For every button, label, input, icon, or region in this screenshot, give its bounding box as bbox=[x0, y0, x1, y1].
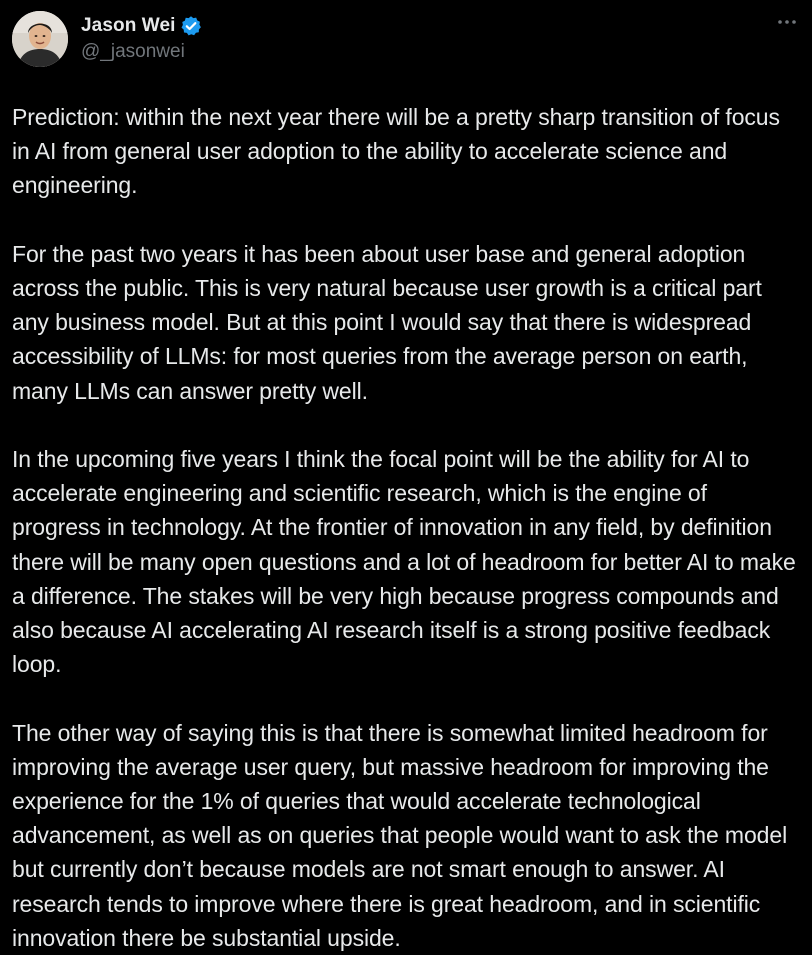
display-name[interactable]: Jason Wei bbox=[81, 15, 176, 36]
tweet-paragraph: For the past two years it has been about user base and general adoption across the public. This is very natural because user growth is a critical part any business model. But at this point I would say that there is widespread accessibility of LLMs: for most queries from the average person on earth, many LLMs can answer pretty well. bbox=[12, 240, 762, 404]
tweet-paragraph: The other way of saying this is that there is somewhat limited headroom for improving the average user query, but massive headroom for improving the experience for the 1% of queries that would accelerate technological advancement, as well as on queries that people would want to ask the model but currently don’t because models are not smart enough to answer. AI research tends to improve where there is great headroom, and in scientific innovation there be substantial upside. bbox=[12, 719, 788, 951]
tweet-paragraph: In the upcoming five years I think the focal point will be the ability for AI to accelerate engineering and scientific research, which is the engine of progress in technology. At the frontier of innovation in any field, by definition there will be many open questions and a lot of headroom for better AI to make a difference. The stakes will be very high because progress compounds and also because AI accelerating AI research itself is a strong positive feedback loop. bbox=[12, 446, 796, 678]
verified-badge-icon[interactable] bbox=[180, 15, 202, 37]
tweet-header bbox=[12, 11, 800, 75]
user-avatar-photo bbox=[12, 11, 68, 67]
tweet-paragraph: Prediction: within the next year there will be a pretty sharp transition of focus in AI from general user adoption to the ability to accelerate science and engineering. bbox=[12, 104, 780, 199]
tweet-text bbox=[12, 100, 800, 955]
more-options-icon[interactable] bbox=[776, 14, 798, 30]
user-handle[interactable]: @_jasonwei bbox=[81, 41, 185, 62]
user-avatar[interactable] bbox=[12, 11, 68, 67]
name-row bbox=[81, 14, 202, 38]
author-identity bbox=[81, 11, 202, 63]
